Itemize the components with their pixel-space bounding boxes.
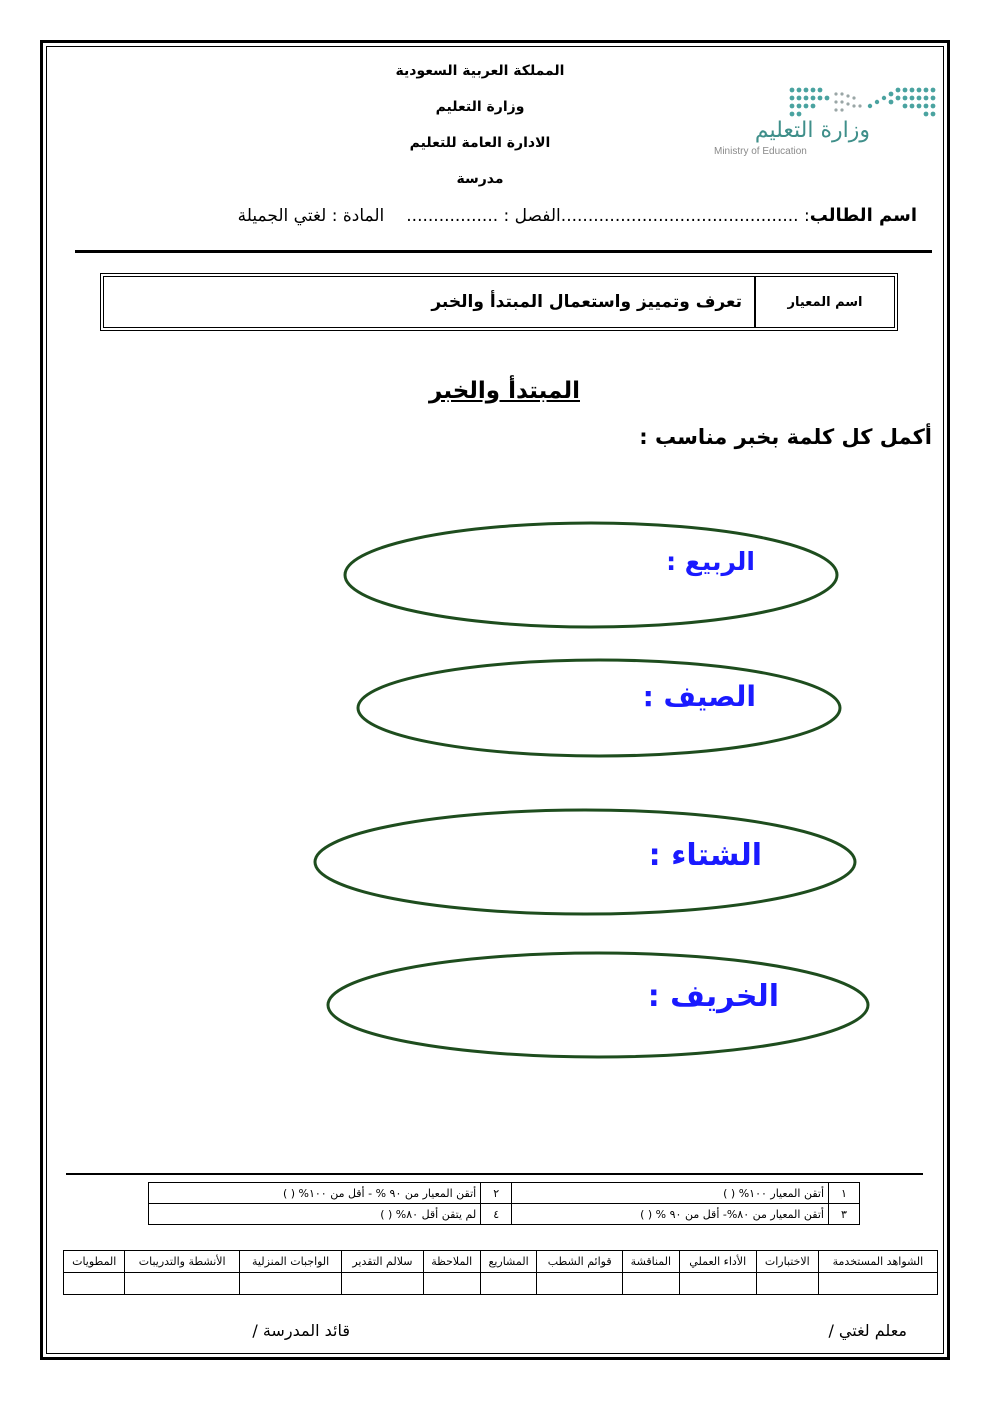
teacher-signature: معلم لغتي / — [828, 1321, 907, 1340]
evidence-header: الاختبارات — [756, 1251, 818, 1273]
evidence-header: الأداء العملي — [679, 1251, 756, 1273]
bubble-word-spring: الربيع : — [666, 547, 755, 576]
logo-english-text: Ministry of Education — [714, 146, 807, 157]
evidence-cell[interactable] — [342, 1273, 423, 1295]
evidence-cell[interactable] — [423, 1273, 480, 1295]
evidence-cell[interactable] — [64, 1273, 125, 1295]
evidence-table — [63, 1250, 938, 1295]
instruction-text: أكمل كل كلمة بخبر مناسب : — [639, 425, 932, 449]
bubble-word-autumn: الخريف : — [647, 979, 779, 1014]
evidence-header: الأنشطة والتدريبات — [125, 1251, 239, 1273]
student-name-field[interactable]: : ............................................ — [560, 206, 810, 226]
header-ministry: وزارة التعليم — [435, 99, 525, 115]
header-divider — [75, 250, 932, 253]
class-field[interactable]: الفصل : ................. — [406, 206, 561, 226]
logo-arabic-text: وزارة التعليم — [754, 118, 870, 143]
level-number: ٤ — [481, 1204, 512, 1225]
header-school: مدرسة — [456, 171, 504, 187]
level-number: ٢ — [481, 1183, 512, 1204]
mastery-levels-table — [148, 1182, 860, 1225]
evidence-header: الواجبات المنزلية — [239, 1251, 341, 1273]
table-row — [149, 1204, 860, 1225]
header-directorate: الادارة العامة للتعليم — [409, 135, 551, 151]
table-row — [64, 1273, 938, 1295]
student-info-line — [82, 205, 917, 233]
evidence-cell[interactable] — [679, 1273, 756, 1295]
evidence-cell[interactable] — [239, 1273, 341, 1295]
student-name-label: اسم الطالب — [809, 205, 917, 226]
level-text[interactable]: لم يتقن أقل ٨٠% ( ) — [149, 1204, 481, 1225]
level-text[interactable]: أتقن المعيار ١٠٠% ( ) — [512, 1183, 829, 1204]
evidence-cell[interactable] — [480, 1273, 536, 1295]
header-country: المملكة العربية السعودية — [395, 63, 565, 79]
bubble-word-winter: الشتاء : — [648, 838, 762, 873]
evidence-header: المطويات — [64, 1251, 125, 1273]
footer-divider — [66, 1173, 923, 1175]
level-number: ١ — [829, 1183, 860, 1204]
evidence-header: قوائم الشطب — [537, 1251, 623, 1273]
bubble-word-summer: الصيف : — [642, 680, 756, 713]
evidence-header: الملاحظة — [423, 1251, 480, 1273]
level-number: ٣ — [829, 1204, 860, 1225]
criterion-value: تعرف وتمييز واستعمال المبتدأ والخبر — [431, 292, 742, 312]
subject-field: المادة : لغتي الجميلة — [237, 206, 385, 226]
topic-title: المبتدأ والخبر — [429, 378, 580, 404]
evidence-cell[interactable] — [125, 1273, 239, 1295]
logo-dots-icon — [788, 86, 938, 118]
level-text[interactable]: أتقن المعيار من ٩٠ % - أقل من ١٠٠% ( ) — [149, 1183, 481, 1204]
header — [340, 58, 620, 202]
evidence-cell[interactable] — [818, 1273, 937, 1295]
evidence-header: سلالم التقدير — [342, 1251, 423, 1273]
evidence-cell[interactable] — [623, 1273, 680, 1295]
evidence-header: المشاريع — [480, 1251, 536, 1273]
table-header-row — [64, 1251, 938, 1273]
page-border-inner — [46, 46, 944, 1354]
criterion-label: اسم المعيار — [754, 277, 894, 327]
evidence-header: الشواهد المستخدمة — [818, 1251, 937, 1273]
table-row — [149, 1183, 860, 1204]
evidence-cell[interactable] — [537, 1273, 623, 1295]
level-text[interactable]: أتقن المعيار من ٨٠%- أقل من ٩٠ % ( ) — [512, 1204, 829, 1225]
ministry-logo — [710, 78, 935, 168]
evidence-header: المناقشة — [623, 1251, 680, 1273]
criterion-box — [100, 273, 898, 331]
evidence-cell[interactable] — [756, 1273, 818, 1295]
principal-signature: قائد المدرسة / — [252, 1321, 350, 1340]
